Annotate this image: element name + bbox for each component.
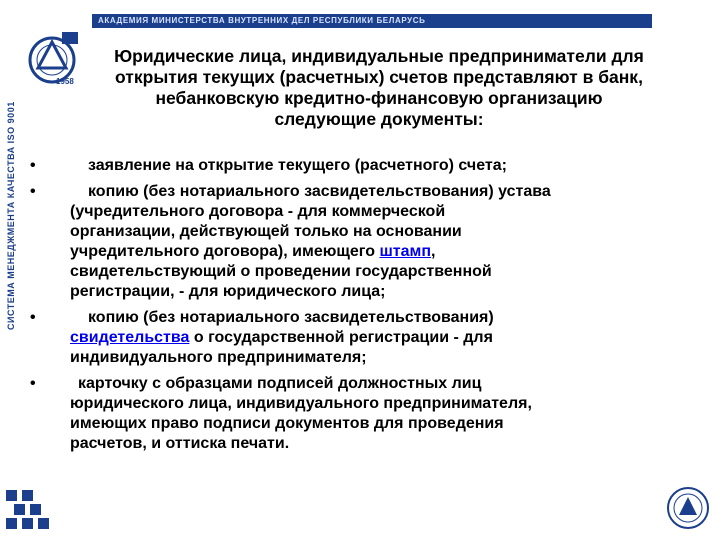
- stamp-link[interactable]: штамп: [379, 243, 432, 260]
- item-text: свидетельствующий о проведении государственной: [70, 263, 492, 280]
- item-text: учредительного договора), имеющего: [70, 243, 380, 260]
- quality-seal-icon: [666, 486, 710, 530]
- bullet: •: [30, 157, 36, 174]
- list-item: [28, 374, 668, 454]
- item-text: копию (без нотариального засвидетельствования) устава: [88, 183, 551, 200]
- header-banner-text: АКАДЕМИЯ МИНИСТЕРСТВА ВНУТРЕННИХ ДЕЛ РЕСПУБЛИКИ БЕЛАРУСЬ: [98, 16, 426, 25]
- item-text: индивидуального предпринимателя;: [70, 349, 367, 366]
- title-line: небанковскую кредитно-финансовую организацию: [155, 88, 603, 108]
- item-text: расчетов, и оттиска печати.: [70, 435, 290, 452]
- item-text-with-link: [70, 242, 668, 262]
- list-item: [28, 156, 668, 176]
- bullet: •: [30, 183, 36, 200]
- title-line: открытия текущих (расчетных) счетов представляют в банк,: [115, 67, 643, 87]
- certificate-link[interactable]: свидетельства: [70, 329, 190, 346]
- document-list: [28, 156, 668, 460]
- list-item: [28, 182, 668, 302]
- quality-system-label: СИСТЕМА МЕНЕДЖМЕНТА КАЧЕСТВА ISO 9001: [6, 101, 16, 330]
- item-text-with-link: [70, 328, 668, 348]
- item-text: организации, действующей только на основании: [70, 223, 462, 240]
- item-text: о государственной регистрации - для: [189, 329, 493, 346]
- title-line: Юридические лица, индивидуальные предприниматели для: [114, 46, 644, 66]
- logo-year: 1958: [56, 77, 74, 86]
- item-text: карточку с образцами подписей должностных лиц: [78, 375, 482, 392]
- item-text: имеющих право подписи документов для проведения: [70, 415, 504, 432]
- item-text: ,: [431, 243, 436, 260]
- page-title: [78, 46, 680, 130]
- decorative-squares: [6, 490, 50, 534]
- item-text: юридического лица, индивидуального предпринимателя,: [70, 395, 532, 412]
- item-text: заявление на открытие текущего (расчетного) счета;: [88, 157, 507, 174]
- bullet: •: [30, 375, 36, 392]
- item-text: копию (без нотариального засвидетельствования): [88, 309, 494, 326]
- title-line: следующие документы:: [274, 109, 484, 129]
- item-text: регистрации, - для юридического лица;: [70, 283, 386, 300]
- item-text: (учредительного договора - для коммерческой: [70, 203, 446, 220]
- bullet: •: [30, 309, 36, 326]
- list-item: [28, 308, 668, 368]
